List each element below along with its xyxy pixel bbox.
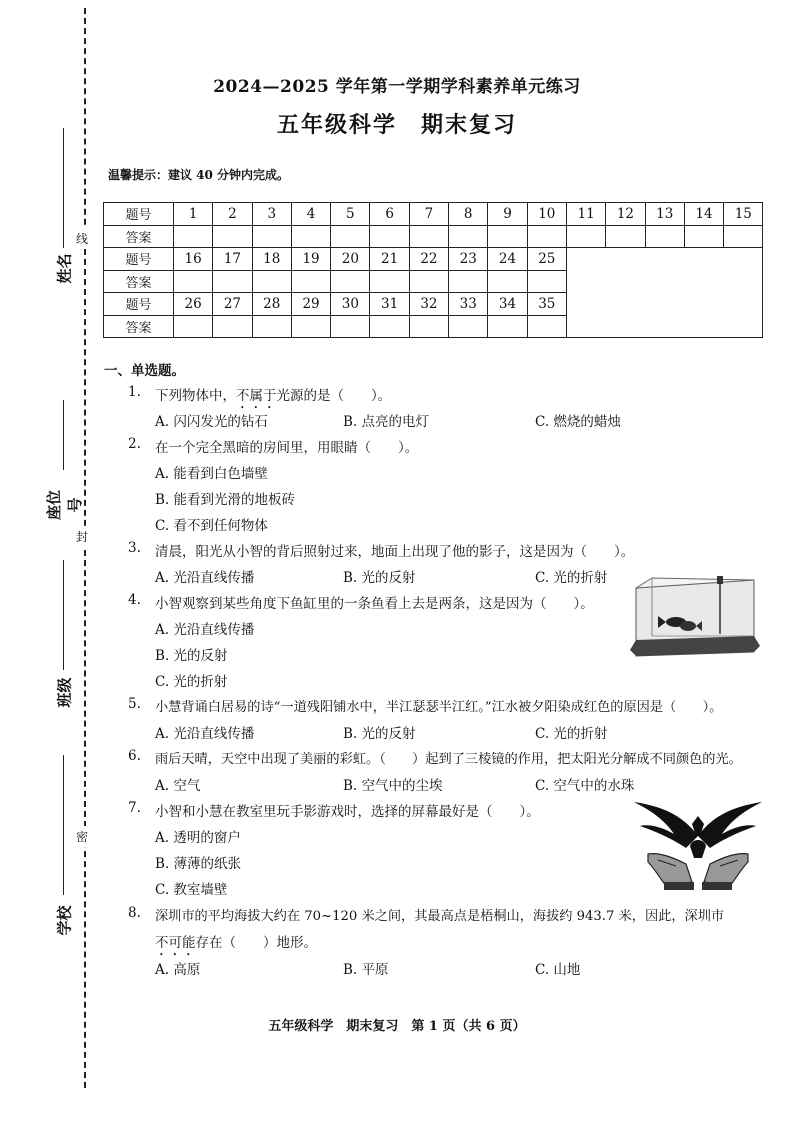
question-number: 5.	[128, 696, 141, 712]
q-num: 27	[213, 293, 252, 316]
option-c[interactable]: C. 光的折射	[535, 570, 608, 586]
question-text-line2	[155, 931, 317, 959]
q-num: 28	[252, 293, 291, 316]
a-label: 答案	[104, 315, 174, 338]
question-text: 小智观察到某些角度下鱼缸里的一条鱼看上去是两条，这是因为（ ）。	[155, 596, 594, 612]
q-num: 4	[291, 203, 330, 226]
option-a[interactable]: A. 空气	[155, 778, 201, 794]
answer-cell[interactable]	[724, 225, 763, 248]
answer-cell[interactable]	[252, 270, 291, 293]
q-num: 12	[606, 203, 645, 226]
option-a[interactable]: A. 高原	[155, 962, 201, 978]
answer-cell[interactable]	[174, 225, 213, 248]
fish-tank-image	[622, 574, 762, 668]
question-number: 3.	[128, 540, 141, 556]
option-c[interactable]: C. 光的折射	[155, 674, 228, 690]
label-seat: 座位号	[45, 490, 84, 521]
hand-shadow-image	[630, 792, 766, 892]
q-num: 22	[409, 248, 448, 271]
table-row	[104, 248, 763, 271]
option-c[interactable]: C. 教室墙壁	[155, 882, 228, 898]
answer-cell[interactable]	[370, 270, 409, 293]
question-number: 8.	[128, 905, 141, 921]
q-num: 5	[331, 203, 370, 226]
table-row	[104, 225, 763, 248]
question-text	[155, 384, 391, 412]
answer-cell[interactable]	[331, 225, 370, 248]
q-num: 3	[252, 203, 291, 226]
binding-dashed-line	[84, 8, 86, 1088]
answer-cell[interactable]	[449, 315, 488, 338]
q-num: 32	[409, 293, 448, 316]
answer-cell[interactable]	[566, 225, 605, 248]
a-label: 答案	[104, 225, 174, 248]
q-num: 35	[527, 293, 566, 316]
margin-word-mi: 密	[76, 826, 88, 847]
option-b[interactable]: B. 点亮的电灯	[343, 414, 430, 430]
q-num: 8	[449, 203, 488, 226]
name-underline	[63, 128, 64, 248]
answer-cell[interactable]	[331, 315, 370, 338]
q-num: 16	[174, 248, 213, 271]
question-text: 雨后天晴，天空中出现了美丽的彩虹。（ ）起到了三棱镜的作用，把太阳光分解成不同颜色的光。	[155, 752, 742, 767]
q-num: 14	[684, 203, 723, 226]
question-number: 6.	[128, 748, 141, 764]
question-text: 小慧背诵白居易的诗“一道残阳铺水中，半江瑟瑟半江红。”江水被夕阳染成红色的原因是（ ）。	[155, 700, 723, 715]
answer-cell[interactable]	[527, 315, 566, 338]
option-b[interactable]: B. 光的反射	[155, 648, 228, 664]
answer-cell[interactable]	[213, 315, 252, 338]
answer-cell[interactable]	[449, 225, 488, 248]
page-footer: 五年级科学 期末复习 第 1 页（共 6 页）	[268, 1019, 526, 1034]
question-text-part: 光源的是（ ）。	[276, 388, 392, 404]
answer-cell[interactable]	[449, 270, 488, 293]
q-num: 19	[291, 248, 330, 271]
option-c[interactable]: C. 光的折射	[535, 726, 608, 742]
q-num: 33	[449, 293, 488, 316]
q-num: 1	[174, 203, 213, 226]
q-label: 题号	[104, 203, 174, 226]
answer-cell[interactable]	[527, 270, 566, 293]
q-label: 题号	[104, 293, 174, 316]
option-c[interactable]: C. 空气中的水珠	[535, 778, 635, 794]
section-title: 一、单选题。	[104, 363, 185, 379]
answer-cell[interactable]	[331, 270, 370, 293]
answer-cell[interactable]	[370, 315, 409, 338]
margin-word-xian: 线	[76, 228, 88, 249]
label-name: 姓名	[55, 253, 74, 284]
answer-cell[interactable]	[174, 270, 213, 293]
question-number: 1.	[128, 384, 141, 400]
label-class: 班级	[55, 677, 74, 708]
question-text: 清晨，阳光从小智的背后照射过来，地面上出现了他的影子，这是因为（ ）。	[155, 544, 635, 560]
a-label: 答案	[104, 270, 174, 293]
question-number: 4.	[128, 592, 141, 608]
q-num: 26	[174, 293, 213, 316]
answer-cell[interactable]	[527, 225, 566, 248]
q-num: 11	[566, 203, 605, 226]
answer-cell[interactable]	[291, 270, 330, 293]
label-school: 学校	[55, 905, 74, 936]
option-b[interactable]: B. 能看到光滑的地板砖	[155, 492, 296, 508]
answer-cell[interactable]	[252, 225, 291, 248]
table-blank-area	[566, 248, 762, 338]
answer-cell[interactable]	[606, 225, 645, 248]
question-number: 2.	[128, 436, 141, 452]
exam-subtitle: 五年级科学 期末复习	[276, 112, 517, 138]
question-number: 7.	[128, 800, 141, 816]
option-b[interactable]: B. 光的反射	[343, 570, 416, 586]
q-num: 18	[252, 248, 291, 271]
answer-cell[interactable]	[291, 315, 330, 338]
q-num: 2	[213, 203, 252, 226]
option-c[interactable]: C. 燃烧的蜡烛	[535, 414, 621, 430]
margin-word-feng: 封	[76, 526, 88, 547]
q-num: 30	[331, 293, 370, 316]
answer-cell[interactable]	[488, 225, 527, 248]
answer-cell[interactable]	[645, 225, 684, 248]
option-a[interactable]: A. 光沿直线传播	[155, 570, 255, 586]
option-a[interactable]: A. 闪闪发光的钻石	[155, 414, 268, 430]
question-text: 在一个完全黑暗的房间里，用眼睛（ ）。	[155, 440, 419, 456]
option-a[interactable]: A. 透明的窗户	[155, 830, 241, 846]
option-c[interactable]: C. 看不到任何物体	[155, 518, 268, 534]
q-num: 21	[370, 248, 409, 271]
answer-cell[interactable]	[252, 315, 291, 338]
seat-underline	[63, 400, 64, 470]
q-num: 13	[645, 203, 684, 226]
option-a[interactable]: A. 能看到白色墙壁	[155, 466, 268, 482]
q-num: 7	[409, 203, 448, 226]
tip-text: 温馨提示：建议 40 分钟内完成。	[108, 168, 290, 182]
answer-cell[interactable]	[213, 270, 252, 293]
q-num: 25	[527, 248, 566, 271]
question-text: 小智和小慧在教室里玩手影游戏时，选择的屏幕最好是（ ）。	[155, 804, 540, 820]
answer-cell[interactable]	[409, 225, 448, 248]
answer-cell[interactable]	[174, 315, 213, 338]
q-label: 题号	[104, 248, 174, 271]
answer-cell[interactable]	[213, 225, 252, 248]
school-underline	[63, 755, 64, 895]
exam-title: 2024—2025 学年第一学期学科素养单元练习	[213, 77, 581, 97]
answer-cell[interactable]	[291, 225, 330, 248]
option-b[interactable]: B. 空气中的尘埃	[343, 778, 443, 794]
q-num: 9	[488, 203, 527, 226]
answer-cell[interactable]	[684, 225, 723, 248]
question-text: 深圳市的平均海拔大约在 70~120 米之间，其最高点是梧桐山，海拔约 943.7 米，因此，深圳市	[155, 909, 725, 924]
q-num: 29	[291, 293, 330, 316]
class-underline	[63, 560, 64, 670]
q-num: 6	[370, 203, 409, 226]
q-num: 20	[331, 248, 370, 271]
question-text-part: 下列物体中，	[155, 388, 236, 404]
answer-cell[interactable]	[488, 270, 527, 293]
question-text-part: 存在（ ）地形。	[195, 935, 317, 951]
answer-cell[interactable]	[409, 270, 448, 293]
option-b[interactable]: B. 平原	[343, 962, 389, 978]
answer-cell[interactable]	[370, 225, 409, 248]
table-row	[104, 203, 763, 226]
option-a[interactable]: A. 光沿直线传播	[155, 622, 255, 638]
option-b[interactable]: B. 光的反射	[343, 726, 416, 742]
answer-table	[103, 202, 763, 338]
emphasis-text: 不属于	[236, 388, 277, 404]
option-b[interactable]: B. 薄薄的纸张	[155, 856, 242, 872]
q-num: 15	[724, 203, 763, 226]
emphasis-text: 不可能	[155, 935, 196, 951]
answer-cell[interactable]	[409, 315, 448, 338]
q-num: 31	[370, 293, 409, 316]
q-num: 17	[213, 248, 252, 271]
option-a[interactable]: A. 光沿直线传播	[155, 726, 255, 742]
q-num: 10	[527, 203, 566, 226]
q-num: 23	[449, 248, 488, 271]
q-num: 34	[488, 293, 527, 316]
q-num: 24	[488, 248, 527, 271]
answer-cell[interactable]	[488, 315, 527, 338]
option-c[interactable]: C. 山地	[535, 962, 581, 978]
